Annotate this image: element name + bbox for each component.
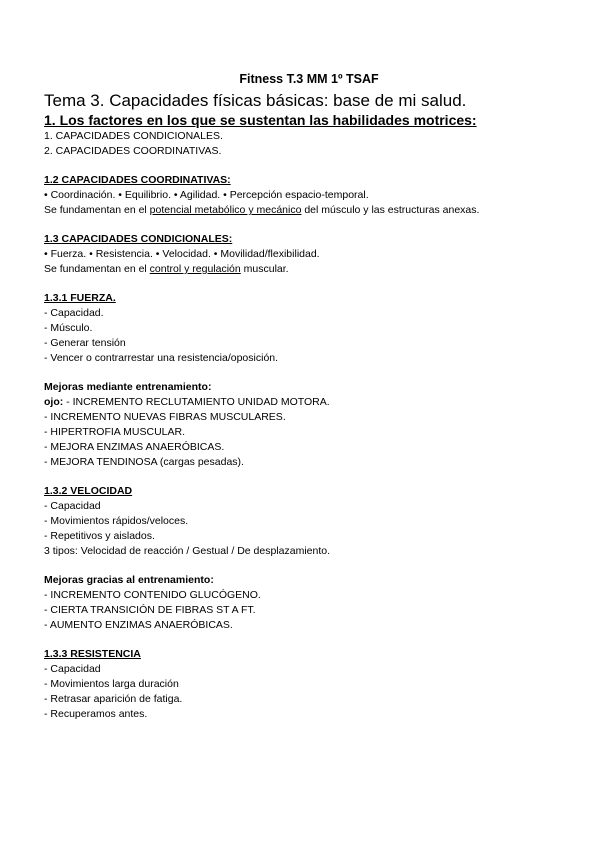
document-header: Fitness T.3 MM 1º TSAF	[239, 72, 379, 86]
cond-heading: 1.3 CAPACIDADES CONDICIONALES:	[44, 233, 233, 245]
coord-basis-underlined: potencial metabólico y mecánico	[149, 204, 302, 216]
mejoras-gracias-item: - INCREMENTO CONTENIDO GLUCÓGENO.	[44, 589, 261, 601]
coord-basis-pre: Se fundamentan en el	[44, 204, 150, 216]
mejoras-first-text: - INCREMENTO RECLUTAMIENTO UNIDAD MOTORA.	[63, 396, 330, 408]
fuerza-item: - Capacidad.	[44, 307, 104, 319]
velocidad-item: - Capacidad	[44, 500, 101, 512]
cond-basis-pre: Se fundamentan en el	[44, 263, 150, 275]
resistencia-item: - Capacidad	[44, 663, 101, 675]
mejoras-entrenamiento-item: - HIPERTROFIA MUSCULAR.	[44, 426, 185, 438]
resistencia-item: - Recuperamos antes.	[44, 708, 148, 720]
velocidad-item: 3 tipos: Velocidad de reacción / Gestual / De desplazamiento.	[44, 545, 331, 557]
cond-basis	[44, 262, 560, 277]
fuerza-item: - Vencer o contrarrestar una resistencia/oposición.	[44, 352, 279, 364]
velocidad-item: - Repetitivos y aislados.	[44, 530, 155, 542]
velocidad-item: - Movimientos rápidos/veloces.	[44, 515, 189, 527]
mejoras-gracias-heading: Mejoras gracias al entrenamiento:	[44, 574, 214, 586]
cond-items: • Fuerza. • Resistencia. • Velocidad. • Movilidad/flexibilidad.	[44, 248, 320, 260]
mejoras-gracias-item: - CIERTA TRANSICIÓN DE FIBRAS ST A FT.	[44, 604, 256, 616]
section-subtitle: 1. Los factores en los que se sustentan las habilidades motrices:	[44, 112, 477, 128]
coord-basis-post: del músculo y las estructuras anexas.	[301, 204, 480, 216]
mejoras-entrenamiento-item: - MEJORA TENDINOSA (cargas pesadas).	[44, 456, 244, 468]
mejoras-entrenamiento-item: - MEJORA ENZIMAS ANAERÓBICAS.	[44, 441, 225, 453]
coord-heading: 1.2 CAPACIDADES COORDINATIVAS:	[44, 174, 231, 186]
mejoras-gracias-item: - AUMENTO ENZIMAS ANAERÓBICAS.	[44, 619, 233, 631]
cond-basis-post: muscular.	[240, 263, 289, 275]
intro-line-1: 1. CAPACIDADES CONDICIONALES.	[44, 130, 223, 142]
fuerza-heading: 1.3.1 FUERZA.	[44, 292, 116, 304]
velocidad-heading: 1.3.2 VELOCIDAD	[44, 485, 133, 497]
mejoras-entrenamiento-heading: Mejoras mediante entrenamiento:	[44, 381, 212, 393]
ojo-label: ojo:	[44, 396, 64, 408]
intro-line-2: 2. CAPACIDADES COORDINATIVAS.	[44, 145, 222, 157]
cond-basis-underlined: control y regulación	[149, 263, 241, 275]
coord-items: • Coordinación. • Equilibrio. • Agilidad. • Percepción espacio-temporal.	[44, 189, 369, 201]
coord-basis	[44, 203, 560, 218]
resistencia-item: - Retrasar aparición de fatiga.	[44, 693, 183, 705]
fuerza-item: - Músculo.	[44, 322, 93, 334]
mejoras-entrenamiento-item: - INCREMENTO NUEVAS FIBRAS MUSCULARES.	[44, 411, 286, 423]
mejoras-entrenamiento-first	[44, 395, 560, 410]
resistencia-item: - Movimientos larga duración	[44, 678, 179, 690]
fuerza-item: - Generar tensión	[44, 337, 126, 349]
resistencia-heading: 1.3.3 RESISTENCIA	[44, 648, 141, 660]
page-title: Tema 3. Capacidades físicas básicas: base de mi salud.	[44, 91, 467, 110]
